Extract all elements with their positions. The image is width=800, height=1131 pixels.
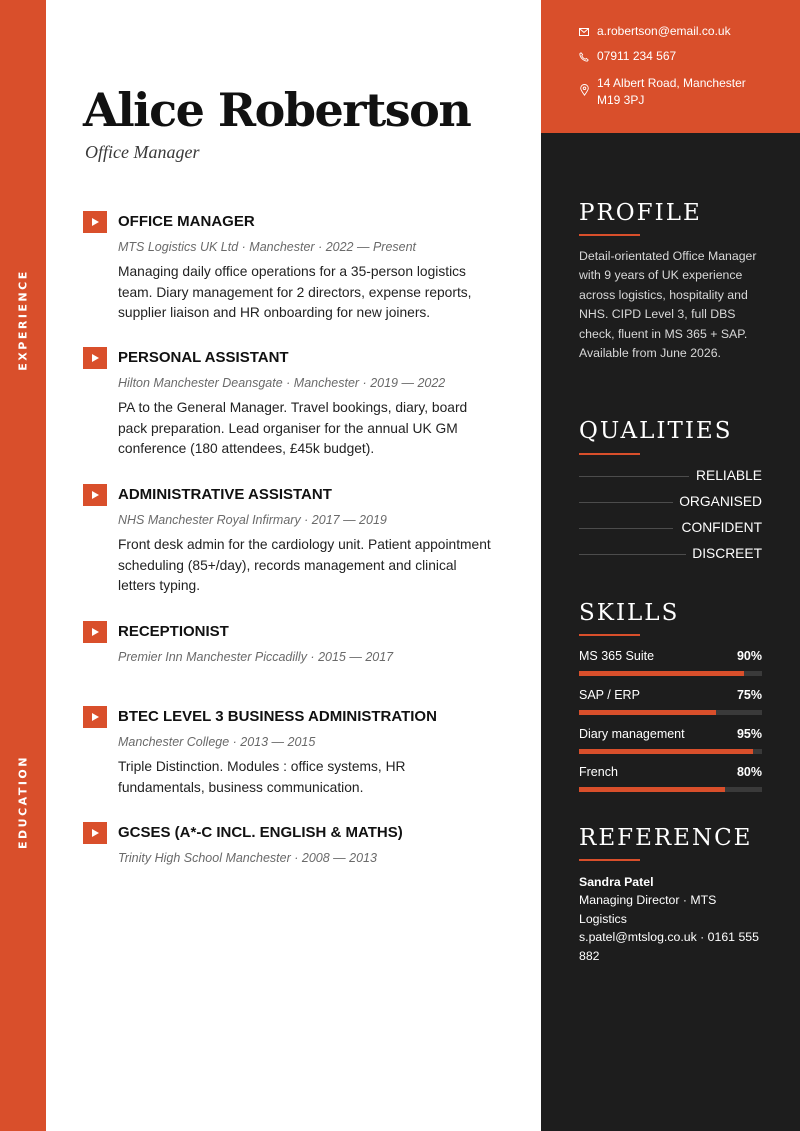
envelope-icon <box>579 25 589 39</box>
job-meta: MTS Logistics UK Ltd · Manchester · 2022 — Present <box>118 240 417 254</box>
profile-heading: PROFILE <box>579 200 702 226</box>
contact-block <box>541 0 800 133</box>
skills-heading-rule <box>579 634 640 636</box>
qualification-title: GCSES (A*-C INCL. ENGLISH & MATHS) <box>118 824 403 841</box>
reference-detail: Managing Director · MTS Logistics <box>579 893 717 926</box>
job-title: RECEPTIONIST <box>118 623 229 640</box>
skill-bar-track <box>579 787 762 792</box>
job-title: OFFICE MANAGER <box>118 213 255 230</box>
qualification-title: BTEC LEVEL 3 BUSINESS ADMINISTRATION <box>118 708 437 725</box>
skill-percent: 95% <box>736 727 762 741</box>
quality-item <box>579 545 762 563</box>
reference-contact[interactable]: s.patel@mtslog.co.uk · 0161 555 882 <box>579 930 759 963</box>
quality-item <box>579 519 762 537</box>
skill-name: MS 365 Suite <box>579 649 655 663</box>
play-bullet-icon <box>83 822 107 844</box>
skill-bar-fill <box>579 671 744 676</box>
quality-label: ORGANISED <box>679 494 762 509</box>
job-description: PA to the General Manager. Travel bookings, diary, board pack preparation. Lead organiser for the annual UK GM conference (180 attendees, £45k budget). <box>118 400 468 456</box>
qualification-meta: Manchester College · 2013 — 2015 <box>118 735 316 749</box>
job-title: PERSONAL ASSISTANT <box>118 349 289 366</box>
job-description: Managing daily office operations for a 35-person logistics team. Diary management for 2 directors, expense reports, supplier liaison and HR onboarding for new joiners. <box>118 264 472 320</box>
left-accent-strip <box>0 0 46 1131</box>
qualities-heading: QUALITIES <box>579 418 733 444</box>
skill-row <box>579 764 762 794</box>
skill-name: SAP / ERP <box>579 688 640 702</box>
skill-name: French <box>579 765 618 779</box>
quality-label: DISCREET <box>692 546 762 561</box>
contact-address <box>579 75 779 109</box>
job-meta: Premier Inn Manchester Piccadilly · 2015 — 2017 <box>118 650 394 664</box>
skill-row <box>579 687 762 717</box>
email-text: a.robertson@email.co.uk <box>597 24 731 38</box>
candidate-role: Office Manager <box>85 142 200 162</box>
skills-heading: SKILLS <box>579 600 680 626</box>
profile-text: Detail-orientated Office Manager with 9 years of UK experience across logistics, hospitality and NHS. CIPD Level 3, full DBS check, fluent in MS 365 + SAP. Available from June 2026. <box>579 249 757 361</box>
job-meta: NHS Manchester Royal Infirmary · 2017 — 2019 <box>118 513 387 527</box>
skill-percent: 90% <box>736 649 762 663</box>
skill-percent: 80% <box>736 765 762 779</box>
quality-divider <box>579 502 673 503</box>
phone-text: 07911 234 567 <box>597 49 677 63</box>
job-meta: Hilton Manchester Deansgate · Manchester · 2019 — 2022 <box>118 376 446 390</box>
skill-bar-track <box>579 749 762 754</box>
location-pin-icon <box>579 83 589 97</box>
job-title: ADMINISTRATIVE ASSISTANT <box>118 486 332 503</box>
reference-heading-rule <box>579 859 640 861</box>
qualities-heading-rule <box>579 453 640 455</box>
skill-bar-fill <box>579 787 725 792</box>
play-bullet-icon <box>83 706 107 728</box>
skill-bar-track <box>579 710 762 715</box>
skill-bar-fill <box>579 710 716 715</box>
quality-divider <box>579 554 686 555</box>
contact-email[interactable] <box>579 23 779 40</box>
skill-bar-fill <box>579 749 753 754</box>
skill-name: Diary management <box>579 727 685 741</box>
play-bullet-icon <box>83 621 107 643</box>
phone-icon <box>579 50 589 64</box>
skill-row <box>579 726 762 756</box>
skill-percent: 75% <box>736 688 762 702</box>
quality-divider <box>579 476 689 477</box>
contact-phone[interactable] <box>579 48 779 65</box>
address-text: 14 Albert Road, Manchester M19 3PJ <box>597 76 746 107</box>
reference-name: Sandra Patel <box>579 875 654 889</box>
play-bullet-icon <box>83 347 107 369</box>
quality-item <box>579 467 762 485</box>
qualification-description: Triple Distinction. Modules : office systems, HR fundamentals, business communication. <box>118 759 406 795</box>
qualification-meta: Trinity High School Manchester · 2008 — 2013 <box>118 851 377 865</box>
skill-bar-track <box>579 671 762 676</box>
job-description: Front desk admin for the cardiology unit. Patient appointment scheduling (85+/day), records management and clinical letters typing. <box>118 537 491 593</box>
quality-divider <box>579 528 673 529</box>
profile-heading-rule <box>579 234 640 236</box>
reference-heading: REFERENCE <box>579 825 753 851</box>
quality-label: CONFIDENT <box>681 520 762 535</box>
play-bullet-icon <box>83 484 107 506</box>
quality-label: RELIABLE <box>696 468 762 483</box>
play-bullet-icon <box>83 211 107 233</box>
skill-row <box>579 648 762 678</box>
candidate-name: Alice Robertson <box>83 83 471 137</box>
quality-item <box>579 493 762 511</box>
